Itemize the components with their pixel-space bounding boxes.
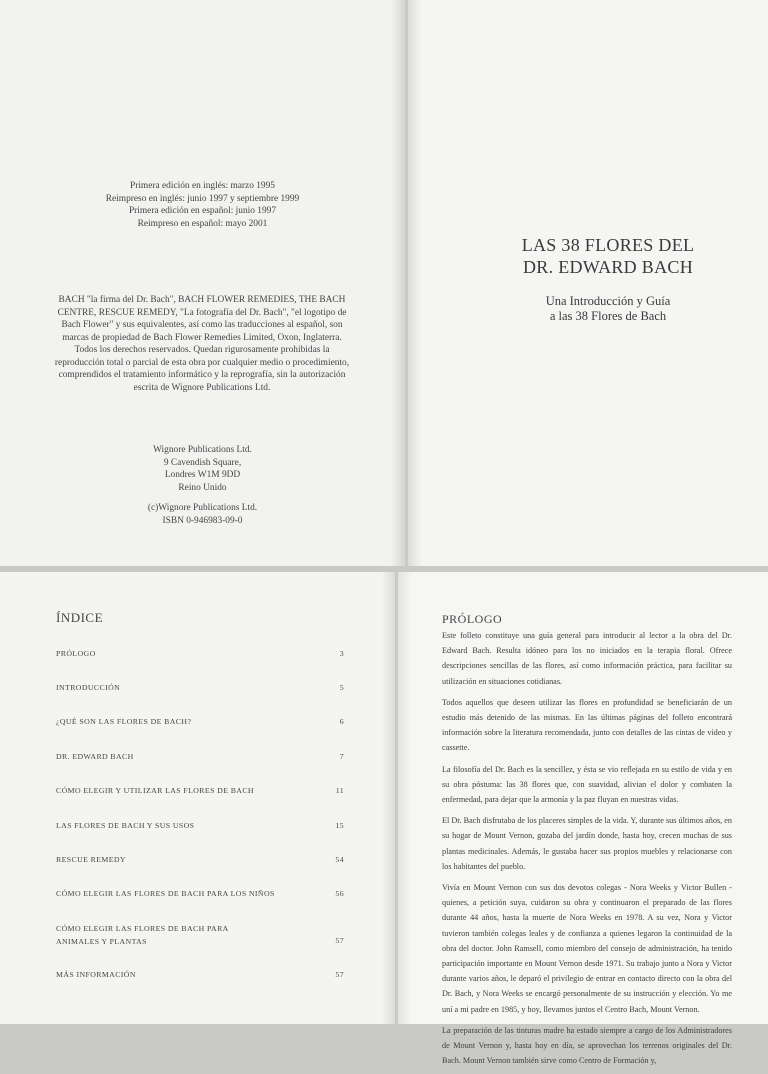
prologue-body [442, 628, 732, 1074]
toc-entry[interactable] [56, 888, 344, 899]
edition-info [60, 180, 345, 230]
toc-entry[interactable] [56, 969, 344, 980]
toc-entry[interactable] [56, 716, 344, 727]
publisher-address [80, 444, 325, 494]
prologue-paragraph: El Dr. Bach disfrutaba de los placeres simples de la vida. Y, durante sus últimos años, en su hogar de Mount Vernon, gozaba del jardín donde, hasta hoy, crecen muchas de sus plantas medicinales. Además, le gustaba hacer sus propios muebles y relacionarse con los habitantes del pueblo. [442, 816, 732, 871]
subtitle-line: a las 38 Flores de Bach [549, 309, 667, 323]
edition-line: Reimpreso en español: mayo 2001 [137, 218, 268, 229]
prologue-paragraph: Vivía en Mount Vernon con sus dos devotos colegas - Nora Weeks y Victor Bullen - quienes, a petición suya, cuidaron su obra y continuaron el preparado de las flores durante 44 años, hasta la muerte de Nora Weeks en 1978. A su vez, Nora y Victor tuvieron también colegas leales y de confianza a quienes legaron la continuidad de la obra del doctor. John Ramsell, como miembro del consejo de administración, ha tenido participación importante en Mount Vernon desde 1971. Su trabajo junto a Nora y Victor durante varios años, le deparó el privilegio de entrar en contacto directo con la obra del Dr. Bach, y Nora Weeks se encargó personalmente de su instrucción y elección. Yo me uní a mi padre en 1985, y hoy, llevamos juntos el Centro Bach, Mount Vernon. [442, 883, 732, 1014]
isbn-line: ISBN 0-946983-09-0 [162, 515, 243, 526]
toc-entry[interactable] [56, 922, 344, 948]
toc-entry-page: 11 [335, 786, 344, 795]
gutter-shadow [398, 572, 412, 1024]
publisher-line: Londres W1M 9DD [164, 470, 241, 480]
toc-entry-label: PRÓLOGO [56, 649, 96, 658]
toc-entry-label: CÓMO ELEGIR LAS FLORES DE BACH PARA LOS NIÑOS [56, 889, 275, 898]
toc-entry-page: 7 [339, 752, 344, 761]
toc-entry-page: 3 [339, 649, 344, 658]
subtitle-line: Una Introducción y Guía [545, 294, 671, 308]
toc-entry-label: DR. EDWARD BACH [56, 752, 134, 761]
edition-line: Primera edición en inglés: marzo 1995 [129, 181, 275, 191]
prologue-paragraph: Este folleto constituye una guía general para introducir al lector a la obra del Dr. Edward Bach. Resulta idóneo para los no iniciados en la terapia floral. Ofrece descripciones sencillas de las flores, así como información práctica, para facilitar su utilización en situaciones cotidianas. [442, 631, 732, 686]
gutter-shadow [408, 0, 422, 566]
toc-entry[interactable] [56, 682, 344, 693]
toc-entry[interactable] [56, 751, 344, 762]
title-line: DR. EDWARD BACH [522, 257, 693, 277]
publisher-line: 9 Cavendish Square, [163, 457, 242, 468]
index-heading: ÍNDICE [56, 610, 104, 625]
toc-entry-label: CÓMO ELEGIR LAS FLORES DE BACH PARA ANIMALES Y PLANTAS [56, 924, 229, 946]
prologue-page [398, 572, 768, 1066]
toc-entry-label: INTRODUCCIÓN [56, 683, 121, 692]
toc-entry-label: LAS FLORES DE BACH Y SUS USOS [56, 821, 195, 830]
title-line: LAS 38 FLORES DEL [521, 235, 695, 255]
title-page [408, 0, 768, 566]
toc-entry[interactable] [56, 854, 344, 865]
copyright-isbn [80, 502, 325, 527]
toc-entry-page: 5 [339, 683, 344, 692]
publisher-line: Wignore Publications Ltd. [153, 445, 252, 455]
toc-entry-page: 6 [339, 717, 344, 726]
copyright-page [0, 0, 405, 566]
toc-entry-page: 57 [335, 970, 344, 979]
edition-line: Reimpreso en inglés: junio 1997 y septiembre 1999 [105, 193, 300, 204]
book-title [468, 234, 748, 278]
book-subtitle [468, 294, 748, 324]
toc-entry-label: CÓMO ELEGIR Y UTILIZAR LAS FLORES DE BACH [56, 786, 254, 795]
edition-line: Primera edición en español: junio 1997 [128, 206, 277, 216]
trademark-notice: BACH "la firma del Dr. Bach", BACH FLOWER REMEDIES, THE BACH CENTRE, RESCUE REMEDY, "La fotografía del Dr. Bach", "el logotipo de Bach Flower" y sus equivalentes, así como las traducciones al español, son marcas de propiedad de Bach Flower Remedies Limited, Oxon, Inglaterra. Todos los derechos reservados. Quedan rigurosamente prohibidas la reproducción total o parcial de esta obra por cualquier medio o procedimiento, comprendidos el tratamiento informático y la reprografía, sin la autorización escrita de Wignore Publications Ltd. [54, 295, 350, 393]
prologue-paragraph: La filosofía del Dr. Bach es la sencillez, y ésta se vio reflejada en su estilo de vida y en su obra póstuma: las 38 flores que, con suavidad, alivian el dolor y combaten la enfermedad, para dejar que la armonía y la paz fluyan en nuestras vidas. [442, 764, 732, 805]
toc-entry-page: 57 [335, 936, 344, 945]
toc-entry-label: ¿QUÉ SON LAS FLORES DE BACH? [56, 717, 192, 726]
toc-entry[interactable] [56, 820, 344, 831]
prologue-paragraph: La preparación de las tinturas madre ha estado siempre a cargo de los Administradores de Mount Vernon y, hasta hoy en día, se aprovechan los terrenos originales del Dr. Bach. Mount Vernon también sirve como Centro de Formación y, [442, 1025, 732, 1066]
toc-entry[interactable] [56, 785, 344, 796]
toc-entry-label: RESCUE REMEDY [56, 855, 126, 864]
index-page [0, 572, 395, 1024]
prologue-heading: PRÓLOGO [442, 612, 503, 626]
toc-entry-page: 54 [335, 855, 344, 864]
prologue-paragraph: Todos aquellos que deseen utilizar las flores en profundidad se beneficiarán de un estudio más detenido de las mismas. En las últimas páginas del folleto encontrará información sobre la literatura recomendada, junto con detalles de las cintas de vídeo y cassette. [442, 697, 732, 753]
publisher-line: Reino Unido [178, 482, 227, 493]
toc-entry-label: MÁS INFORMACIÓN [56, 970, 136, 979]
gutter-shadow [391, 0, 405, 566]
toc-entry[interactable] [56, 648, 344, 659]
toc-entry-page: 15 [335, 821, 344, 830]
copyright-line: (c)Wignore Publications Ltd. [147, 503, 258, 513]
gutter-shadow [381, 572, 395, 1024]
toc-entry-page: 56 [335, 889, 344, 898]
